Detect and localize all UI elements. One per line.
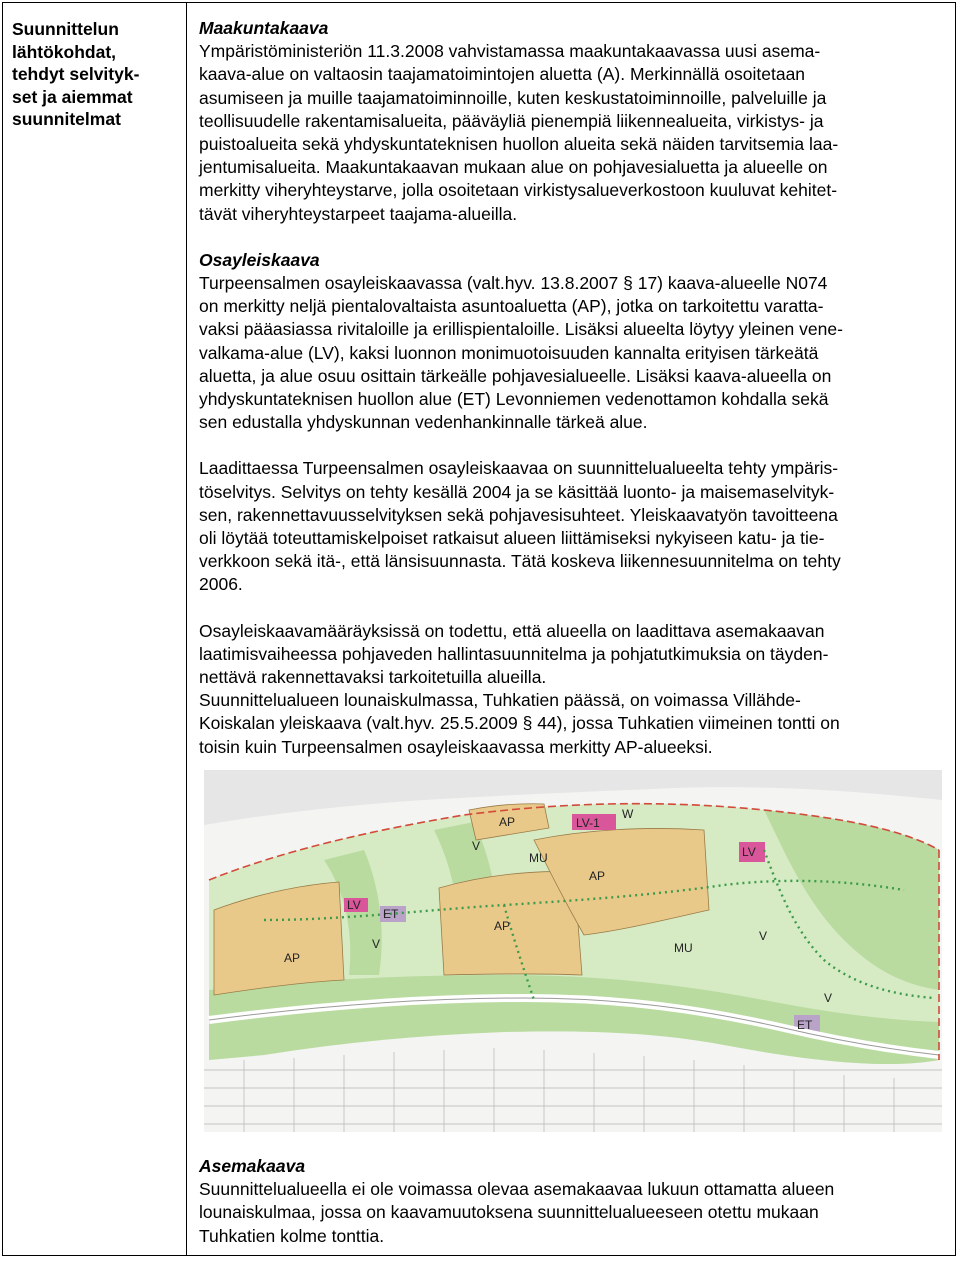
- text-line: on merkitty neljä pientalovaltaista asuntoaluetta (AP), jotka on tarkoitettu varatta-: [199, 296, 824, 317]
- text-line: merkitty viheryhteystarve, jolla osoitetaan virkistysalueverkostoon kuuluvat kehitet-: [199, 180, 838, 201]
- map-label-et: ET: [797, 1018, 813, 1032]
- map-label-ap: AP: [494, 919, 511, 933]
- text-line: puistoalueita sekä yhdyskuntateknisen huollon alueita sekä näiden tarvitsemia laa-: [199, 134, 839, 155]
- text-line: verkkoon sekä itä-, että länsisuunnasta. Tätä koskeva liikennesuunnitelma on tehty: [199, 551, 841, 572]
- map-label-lv: LV-1: [576, 816, 600, 830]
- text-line: Koiskalan yleiskaava (valt.hyv. 25.5.2009 § 44), jossa Tuhkatien viimeinen tontti on: [199, 713, 840, 734]
- map-label-mu: MU: [529, 851, 548, 865]
- side-heading-line: tehdyt selvityk-: [12, 64, 140, 84]
- text-line: Osayleiskaavamääräyksissä on todettu, että alueella on laadittava asemakaavan: [199, 620, 825, 641]
- maakuntakaava-paragraph: [199, 40, 945, 226]
- text-line: Turpeensalmen osayleiskaavassa (valt.hyv. 13.8.2007 § 17) kaava-alueelle N074: [199, 273, 828, 294]
- master-plan-map: [204, 770, 942, 1132]
- text-line: tävät viheryhteystarpeet taajama-alueilla.: [199, 203, 518, 224]
- text-line: jentumisalueita. Maakuntakaavan mukaan alue on pohjavesialuetta ja alueelle on: [199, 157, 828, 178]
- asemakaava-section: [199, 1155, 945, 1248]
- text-line: Suunnittelualueella ei ole voimassa olevaa asemakaavaa lukuun ottamatta alueen: [199, 1179, 835, 1200]
- side-heading-line: Suunnittelun: [12, 19, 119, 39]
- text-line: Ympäristöministeriön 11.3.2008 vahvistamassa maakuntakaavassa uusi asema-: [199, 41, 821, 62]
- map-label-v: V: [372, 937, 381, 951]
- text-line: aluetta, ja alue osuu osittain tärkeälle pohjavesialueelle. Lisäksi kaava-alueella on: [199, 365, 832, 386]
- text-line: toisin kuin Turpeensalmen osayleiskaavassa merkitty AP-alueeksi.: [199, 736, 713, 757]
- osayleiskaava-paragraph-1: [199, 272, 945, 434]
- osayleiskaava-paragraph-2: [199, 457, 945, 596]
- osayleiskaava-paragraph-3: [199, 620, 945, 759]
- text-line: vaksi pääasiassa rivitaloille ja erillispientaloille. Lisäksi alueelta löytyy yleinen vene-: [199, 319, 843, 340]
- text-line: lounaiskulmaa, jossa on kaavamuutoksena suunnittelualueeseen otettu mukaan: [199, 1202, 819, 1223]
- text-line: valkama-alue (LV), kaksi luonnon monimuotoisuuden kannalta erityisen tärkeätä: [199, 342, 819, 363]
- text-line: töselvitys. Selvitys on tehty kesällä 2004 ja se käsittää luonto- ja maisemaselvityk-: [199, 481, 835, 502]
- map-label-mu: MU: [674, 941, 693, 955]
- map-label-w: W: [622, 807, 634, 821]
- map-label-v: V: [472, 839, 481, 853]
- side-heading-line: lähtökohdat,: [12, 41, 117, 62]
- asemakaava-title: Asemakaava: [199, 1156, 306, 1176]
- map-label-ap: AP: [589, 869, 606, 883]
- text-line: teollisuudelle rakentamisalueita, pääväyliä pienempiä liikennealueita, virkistys- ja: [199, 110, 824, 131]
- master-plan-map-drawing: [204, 770, 942, 1132]
- side-heading-line: set ja aiemmat: [12, 86, 133, 107]
- text-line: sen edustalla yhdyskunnan vedenhankinnalle tärkeä alue.: [199, 412, 648, 433]
- map-label-v: V: [759, 929, 768, 943]
- side-heading: [12, 18, 180, 131]
- osayleiskaava-title: Osayleiskaava: [199, 249, 320, 270]
- text-line: Tuhkatien kolme tonttia.: [199, 1225, 385, 1246]
- text-line: laatimisvaiheessa pohjaveden hallintasuunnitelma ja pohjatutkimuksia on täyden-: [199, 643, 829, 664]
- text-line: asumiseen ja muille taajamatoiminnoille, kuten keskustatoiminnoille, palveluille ja: [199, 87, 827, 108]
- column-divider: [186, 2, 187, 1256]
- text-line: Laadittaessa Turpeensalmen osayleiskaavaa on suunnittelualueelta tehty ympäris-: [199, 458, 839, 479]
- text-line: 2006.: [199, 574, 243, 595]
- side-heading-line: suunnitelmat: [12, 109, 121, 129]
- map-label-lv: LV: [742, 845, 756, 859]
- maakuntakaava-title: Maakuntakaava: [199, 18, 329, 38]
- text-line: nettävä rakennettavaksi tarkoitetuilla alueilla.: [199, 667, 547, 688]
- text-line: sen, rakennettavuusselvityksen sekä pohjavesisuhteet. Yleiskaavatyön tavoitteena: [199, 504, 838, 525]
- text-line: Suunnittelualueen lounaiskulmassa, Tuhkatien päässä, on voimassa Villähde-: [199, 690, 801, 711]
- map-label-et: ET: [383, 907, 399, 921]
- main-content: [199, 17, 945, 759]
- map-label-v: V: [824, 991, 833, 1005]
- map-label-ap: AP: [499, 815, 516, 829]
- map-label-lv: LV: [347, 898, 361, 912]
- text-line: oli löytää toteuttamiskelpoiset ratkaisut alueen liittämiseksi nykyiseen katu- ja tie-: [199, 528, 825, 549]
- asemakaava-paragraph: [199, 1178, 945, 1248]
- text-line: yhdyskuntateknisen huollon alue (ET) Levonniemen vedenottamon kohdalla sekä: [199, 389, 829, 410]
- map-label-ap: AP: [284, 951, 301, 965]
- text-line: kaava-alue on valtaosin taajamatoimintojen aluetta (A). Merkinnällä osoitetaan: [199, 64, 806, 85]
